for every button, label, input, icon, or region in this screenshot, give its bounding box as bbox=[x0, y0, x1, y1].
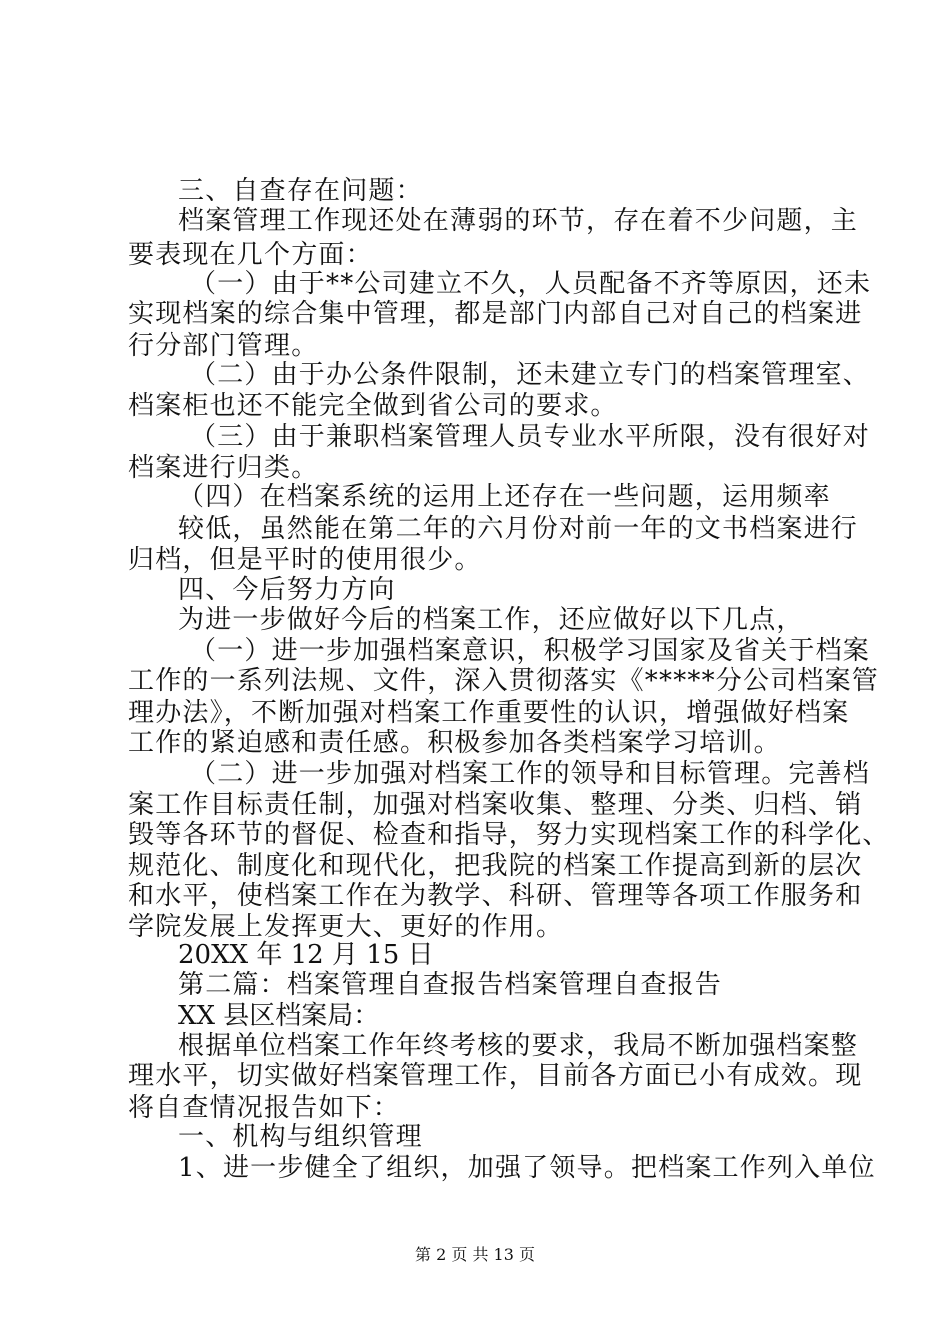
paragraph-line: 行分部门管理。 bbox=[128, 331, 319, 361]
paragraph-line: 和水平，使档案工作在为教学、科研、管理等各项工作服务和 bbox=[128, 881, 863, 911]
paragraph-line: 工作的紧迫感和责任感。积极参加各类档案学习培训。 bbox=[128, 728, 781, 758]
section-heading: 四、今后努力方向 bbox=[178, 575, 396, 605]
paragraph-line: 根据单位档案工作年终考核的要求，我局不断加强档案整 bbox=[178, 1031, 859, 1061]
paragraph-line: 案工作目标责任制，加强对档案收集、整理、分类、归档、销 bbox=[128, 790, 863, 820]
paragraph-line: 将自查情况报告如下： bbox=[128, 1093, 401, 1123]
paragraph-line: （二）由于办公条件限制，还未建立专门的档案管理室、 bbox=[190, 360, 871, 390]
paragraph-line: 要表现在几个方面： bbox=[128, 240, 373, 270]
paragraph-line: 理水平，切实做好档案管理工作，目前各方面已小有成效。现 bbox=[128, 1061, 863, 1091]
paragraph-line: （四）在档案系统的运用上还存在一些问题，运用频率 bbox=[178, 482, 831, 512]
paragraph-line: 毁等各环节的督促、检查和指导，努力实现档案工作的科学化、 bbox=[128, 820, 890, 850]
paragraph-line: 1、进一步健全了组织，加强了领导。把档案工作列入单位 bbox=[178, 1153, 876, 1183]
paragraph-line: 理办法》，不断加强对档案工作重要性的认识，增强做好档案 bbox=[128, 698, 850, 728]
section-heading: 一、机构与组织管理 bbox=[178, 1122, 423, 1152]
paragraph-line: 归档，但是平时的使用很少。 bbox=[128, 545, 482, 575]
paragraph-line: （一）进一步加强档案意识，积极学习国家及省关于档案 bbox=[190, 636, 871, 666]
addressee-line: XX 县区档案局： bbox=[178, 1001, 380, 1031]
paragraph-line: （三）由于兼职档案管理人员专业水平所限，没有很好对 bbox=[190, 422, 871, 452]
article-heading: 第二篇：档案管理自查报告档案管理自查报告 bbox=[178, 970, 723, 1000]
date-line: 20XX 年 12 月 15 日 bbox=[178, 940, 434, 970]
page-footer: 第 2 页 共 13 页 bbox=[415, 1245, 535, 1264]
paragraph-line: （二）进一步加强对档案工作的领导和目标管理。完善档 bbox=[190, 759, 871, 789]
paragraph-line: 规范化、制度化和现代化，把我院的档案工作提高到新的层次 bbox=[128, 851, 863, 881]
paragraph-line: 档案管理工作现还处在薄弱的环节，存在着不少问题，主 bbox=[178, 206, 859, 236]
paragraph-line: 学院发展上发挥更大、更好的作用。 bbox=[128, 912, 564, 942]
paragraph-line: 实现档案的综合集中管理，都是部门内部自己对自己的档案进 bbox=[128, 299, 863, 329]
paragraph-line: 工作的一系列法规、文件，深入贯彻落实《*****分公司档案管 bbox=[128, 666, 880, 696]
paragraph-line: 为进一步做好今后的档案工作，还应做好以下几点， bbox=[178, 605, 804, 635]
paragraph-line: 档案进行归类。 bbox=[128, 453, 319, 483]
paragraph-line: （一）由于**公司建立不久，人员配备不齐等原因，还未 bbox=[190, 269, 872, 299]
section-heading: 三、自查存在问题： bbox=[178, 176, 423, 206]
paragraph-line: 档案柜也还不能完全做到省公司的要求。 bbox=[128, 391, 618, 421]
paragraph-line: 较低，虽然能在第二年的六月份对前一年的文书档案进行 bbox=[178, 514, 859, 544]
